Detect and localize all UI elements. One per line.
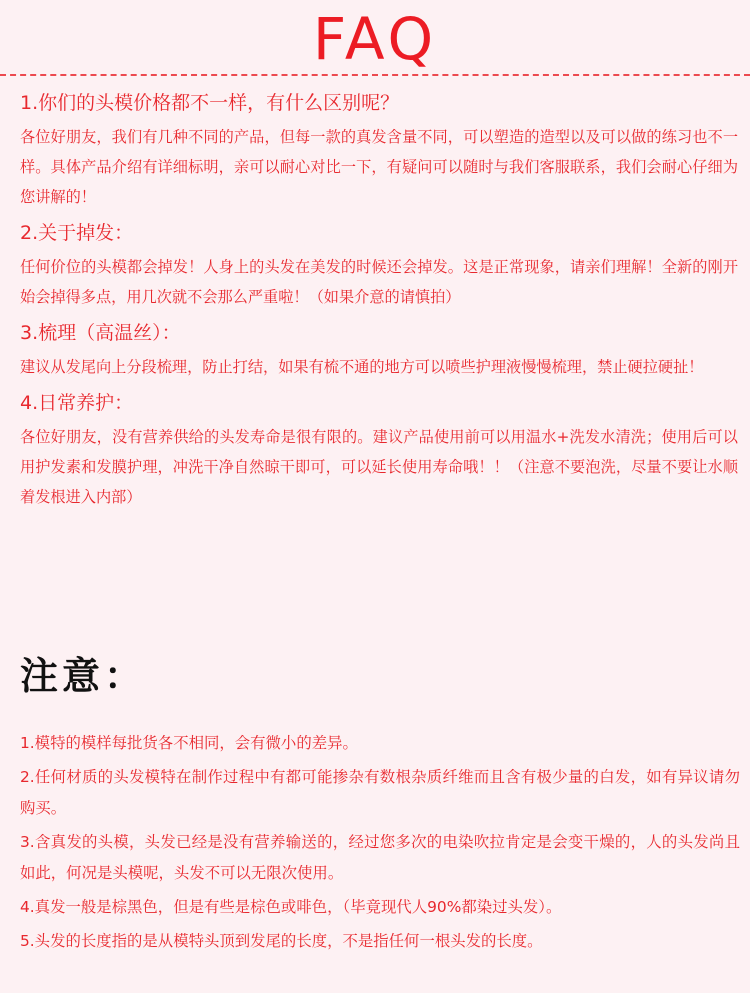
faq-answer: 建议从发尾向上分段梳理，防止打结，如果有梳不通的地方可以喷些护理液慢慢梳理，禁止硬拉硬扯！ [20, 358, 704, 376]
dashed-divider [0, 74, 750, 76]
faq-question: 2.关于掉发： [20, 222, 134, 244]
faq-question: 1.你们的头模价格都不一样，有什么区别呢？ [20, 92, 400, 114]
notice-item: 5.头发的长度指的是从模特头顶到发尾的长度，不是指任何一根头发的长度。 [20, 932, 543, 950]
notice-item: 1.模特的模样每批货各不相同，会有微小的差异。 [20, 734, 358, 752]
notice-list [20, 728, 740, 960]
faq-answer: 各位好朋友，没有营养供给的头发寿命是很有限的。建议产品使用前可以用温水+洗发水清洗；使用后可以用护发素和发膜护理，冲洗干净自然晾干即可，可以延长使用寿命哦！！（注意不要泡洗，尽量不要让水顺着发根进入内部） [20, 428, 738, 506]
faq-answer: 各位好朋友，我们有几种不同的产品，但每一款的真发含量不同，可以塑造的造型以及可以做的练习也不一样。具体产品介绍有详细标明，亲可以耐心对比一下，有疑问可以随时与我们客服联系，我们会耐心仔细为您讲解的！ [20, 128, 738, 206]
faq-item-2 [20, 218, 738, 312]
faq-question: 4.日常养护： [20, 392, 134, 414]
faq-item-4 [20, 388, 738, 512]
faq-item-1 [20, 88, 738, 212]
page-title: FAQ [312, 5, 438, 73]
notice-heading: 注意： [20, 653, 147, 698]
notice-item: 4.真发一般是棕黑色，但是有些是棕色或啡色，（毕竟现代人90%都染过头发）。 [20, 898, 562, 916]
faq-item-3 [20, 318, 738, 382]
notice-item: 2.任何材质的头发模特在制作过程中有都可能掺杂有数根杂质纤维而且含有极少量的白发，如有异议请勿购买。 [20, 768, 740, 817]
faq-section [20, 88, 738, 518]
notice-item: 3.含真发的头模，头发已经是没有营养输送的，经过您多次的电染吹拉肯定是会变干燥的，人的头发尚且如此，何况是头模呢，头发不可以无限次使用。 [20, 833, 740, 882]
faq-answer: 任何价位的头模都会掉发！人身上的头发在美发的时候还会掉发。这是正常现象，请亲们理解！全新的刚开始会掉得多点，用几次就不会那么严重啦！（如果介意的请慎拍） [20, 258, 738, 306]
faq-question: 3.梳理（高温丝）： [20, 322, 181, 344]
